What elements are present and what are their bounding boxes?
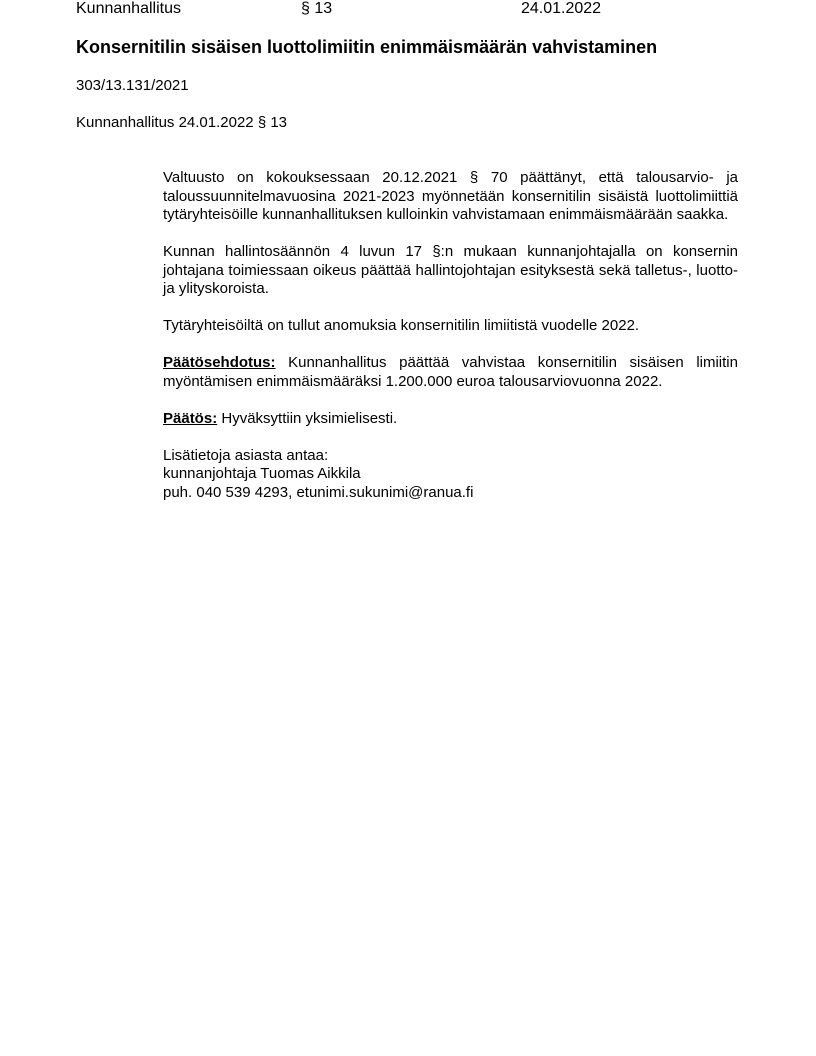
case-number: 303/13.131/2021 bbox=[76, 77, 189, 94]
decision-paragraph bbox=[163, 410, 738, 429]
header-date: 24.01.2022 bbox=[521, 0, 602, 17]
contact-name: kunnanjohtaja Tuomas Aikkila bbox=[163, 465, 361, 482]
document-title: Konsernitilin sisäisen luottolimiitin enimmäismäärän vahvistaminen bbox=[76, 37, 658, 57]
proposal-text: Kunnanhallitus päättää vahvistaa konsernitilin sisäisen limiitin myöntämisen enimmäismääräksi 1.200.000 euroa talousarviovuonna 2022. bbox=[163, 354, 738, 390]
proposal-label: Päätösehdotus: bbox=[163, 354, 276, 371]
header-section-number: § 13 bbox=[301, 0, 333, 17]
document-body bbox=[163, 169, 738, 521]
body-paragraph-council-decision: Valtuusto on kokouksessaan 20.12.2021 § 70 päättänyt, että talousarvio- ja taloussuunnitelmavuosina 2021-2023 myönnetään konsernitilin sisäistä luottolimiittiä tytäryhteisöille kunnanhallituksen kulloinkin vahvistamaan enimmäismäärään saakka. bbox=[163, 169, 738, 223]
body-paragraph-administrative-rule: Kunnan hallintosäännön 4 luvun 17 §:n mukaan kunnanjohtajalla on konsernin johtajana toimiessaan oikeus päättää hallintojohtajan esityksestä sekä talletus-, luotto- ja ylityskoroista. bbox=[163, 243, 738, 297]
contact-block bbox=[163, 447, 738, 503]
header-body-name: Kunnanhallitus bbox=[76, 0, 181, 17]
contact-intro: Lisätietoja asiasta antaa: bbox=[163, 446, 329, 464]
decision-text: Hyväksyttiin yksimielisesti. bbox=[217, 409, 398, 427]
contact-details: puh. 040 539 4293, etunimi.sukunimi@ranua.fi bbox=[163, 483, 474, 501]
meeting-reference: Kunnanhallitus 24.01.2022 § 13 bbox=[76, 114, 288, 131]
body-paragraph-applications: Tytäryhteisöiltä on tullut anomuksia konsernitilin limiitistä vuodelle 2022. bbox=[163, 317, 640, 334]
decision-label: Päätös: bbox=[163, 409, 218, 427]
proposal-paragraph bbox=[163, 354, 738, 391]
